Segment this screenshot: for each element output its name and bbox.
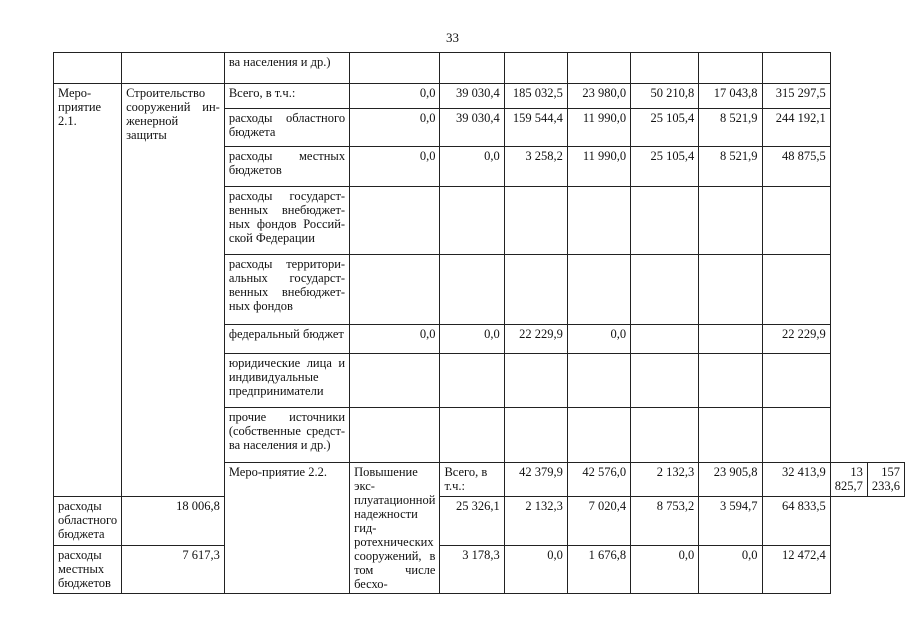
funding-source-cell: Всего, в т.ч.:	[440, 463, 504, 497]
event-cell: Меро-приятие 2.2.	[224, 463, 349, 594]
funding-source-cell: ва населения и др.)	[224, 53, 349, 84]
value-cell: 42 379,9	[504, 463, 567, 497]
value-cell: 157 233,6	[867, 463, 904, 497]
value-cell: 39 030,4	[440, 84, 504, 109]
value-cell: 25 105,4	[631, 109, 699, 147]
table-row	[54, 84, 905, 109]
value-cell	[567, 53, 630, 84]
value-cell	[631, 255, 699, 325]
value-cell	[567, 187, 630, 255]
value-cell	[699, 354, 762, 408]
value-cell	[699, 255, 762, 325]
value-cell: 2 132,3	[504, 497, 567, 545]
value-cell	[567, 408, 630, 463]
value-cell: 48 875,5	[762, 147, 830, 187]
value-cell	[504, 187, 567, 255]
value-cell	[762, 354, 830, 408]
value-cell	[440, 187, 504, 255]
value-cell	[699, 53, 762, 84]
value-cell: 8 753,2	[631, 497, 699, 545]
value-cell: 32 413,9	[762, 463, 830, 497]
value-cell	[350, 255, 440, 325]
value-cell	[504, 354, 567, 408]
value-cell	[699, 187, 762, 255]
value-cell: 8 521,9	[699, 109, 762, 147]
value-cell: 1 676,8	[567, 545, 630, 594]
value-cell: 0,0	[699, 545, 762, 594]
value-cell: 11 990,0	[567, 109, 630, 147]
budget-table	[53, 52, 905, 594]
value-cell	[631, 325, 699, 354]
value-cell	[631, 354, 699, 408]
value-cell: 0,0	[504, 545, 567, 594]
name-cell: Повышение экс-плуатационной надежности гид-ротехнических сооружений, в том числе бесхо-	[350, 463, 440, 594]
value-cell: 25 326,1	[440, 497, 504, 545]
funding-source-cell: расходы территори-альных государст-венных внебюджет-ных фондов	[224, 255, 349, 325]
value-cell	[631, 187, 699, 255]
name-cell: Строительство сооружений ин-женерной защиты	[122, 84, 225, 497]
value-cell: 42 576,0	[567, 463, 630, 497]
value-cell	[440, 53, 504, 84]
value-cell: 7 020,4	[567, 497, 630, 545]
value-cell	[350, 408, 440, 463]
funding-source-cell: прочие источники (собственные средст-ва населения и др.)	[224, 408, 349, 463]
value-cell: 0,0	[567, 325, 630, 354]
table-row	[54, 497, 905, 545]
value-cell	[699, 325, 762, 354]
funding-source-cell: расходы областного бюджета	[54, 497, 122, 545]
value-cell: 3 258,2	[504, 147, 567, 187]
value-cell: 22 229,9	[762, 325, 830, 354]
value-cell: 0,0	[440, 325, 504, 354]
value-cell	[762, 255, 830, 325]
value-cell: 244 192,1	[762, 109, 830, 147]
value-cell: 7 617,3	[122, 545, 225, 594]
value-cell: 0,0	[350, 84, 440, 109]
value-cell	[631, 408, 699, 463]
value-cell: 50 210,8	[631, 84, 699, 109]
value-cell	[350, 187, 440, 255]
table-row	[54, 545, 905, 594]
value-cell	[440, 408, 504, 463]
funding-source-cell: расходы государст-венных внебюджет-ных фондов Россий-ской Федерации	[224, 187, 349, 255]
value-cell	[440, 354, 504, 408]
event-cell: Меро-приятие 2.1.	[54, 84, 122, 497]
funding-source-cell: юридические лица и индивидуальные предприниматели	[224, 354, 349, 408]
value-cell: 0,0	[350, 147, 440, 187]
value-cell	[440, 255, 504, 325]
name-cell	[122, 53, 225, 84]
value-cell	[350, 53, 440, 84]
value-cell: 315 297,5	[762, 84, 830, 109]
value-cell: 3 178,3	[440, 545, 504, 594]
value-cell: 159 544,4	[504, 109, 567, 147]
value-cell: 18 006,8	[122, 497, 225, 545]
value-cell: 0,0	[631, 545, 699, 594]
value-cell	[567, 255, 630, 325]
value-cell: 23 980,0	[567, 84, 630, 109]
value-cell	[762, 408, 830, 463]
value-cell	[504, 53, 567, 84]
value-cell: 0,0	[440, 147, 504, 187]
value-cell: 17 043,8	[699, 84, 762, 109]
value-cell: 22 229,9	[504, 325, 567, 354]
value-cell: 8 521,9	[699, 147, 762, 187]
value-cell: 0,0	[350, 109, 440, 147]
funding-source-cell: расходы местных бюджетов	[224, 147, 349, 187]
value-cell	[504, 408, 567, 463]
value-cell: 39 030,4	[440, 109, 504, 147]
value-cell: 13 825,7	[830, 463, 867, 497]
value-cell: 0,0	[350, 325, 440, 354]
event-cell	[54, 53, 122, 84]
value-cell: 3 594,7	[699, 497, 762, 545]
value-cell: 12 472,4	[762, 545, 830, 594]
value-cell	[504, 255, 567, 325]
value-cell	[631, 53, 699, 84]
value-cell	[699, 408, 762, 463]
value-cell: 25 105,4	[631, 147, 699, 187]
table-row	[54, 53, 905, 84]
value-cell	[567, 354, 630, 408]
funding-source-cell: Всего, в т.ч.:	[224, 84, 349, 109]
funding-source-cell: расходы местных бюджетов	[54, 545, 122, 594]
page-number: 33	[446, 30, 459, 45]
funding-source-cell: федеральный бюджет	[224, 325, 349, 354]
value-cell	[762, 53, 830, 84]
value-cell: 23 905,8	[699, 463, 762, 497]
funding-source-cell: расходы областного бюджета	[224, 109, 349, 147]
value-cell: 64 833,5	[762, 497, 830, 545]
value-cell: 2 132,3	[631, 463, 699, 497]
value-cell	[350, 354, 440, 408]
value-cell: 11 990,0	[567, 147, 630, 187]
value-cell: 185 032,5	[504, 84, 567, 109]
value-cell	[762, 187, 830, 255]
